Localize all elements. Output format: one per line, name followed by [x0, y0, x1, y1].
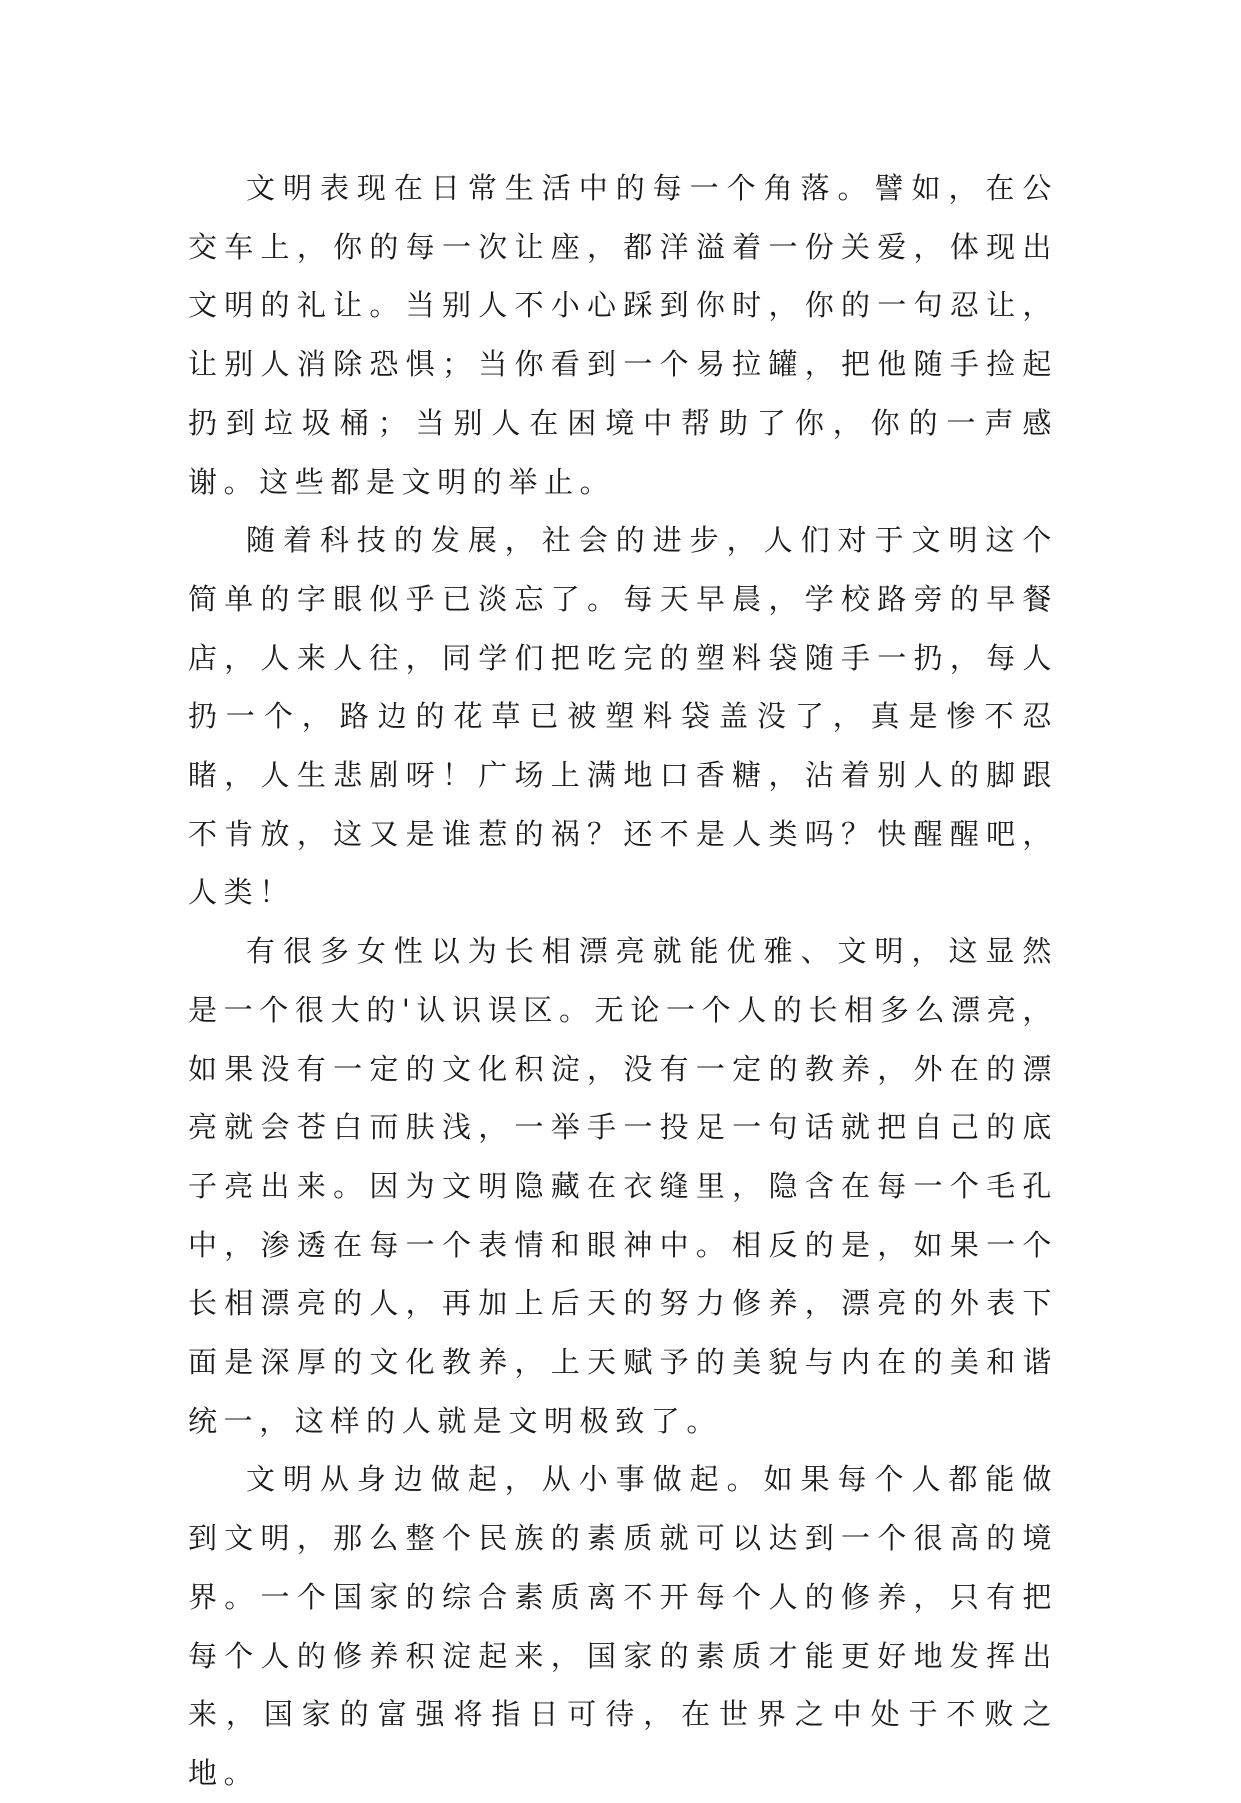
document-body	[188, 159, 1058, 1803]
paragraph-1: 文明表现在日常生活中的每一个角落。譬如，在公交车上，你的每一次让座，都洋溢着一份关爱，体现出文明的礼让。当别人不小心踩到你时，你的一句忍让，让别人消除恐惧；当你看到一个易拉罐，把他随手捡起扔到垃圾桶；当别人在困境中帮助了你，你的一声感谢。这些都是文明的举止。	[188, 171, 1058, 499]
paragraph-4: 文明从身边做起，从小事做起。如果每个人都能做到文明，那么整个民族的素质就可以达到一个很高的境界。一个国家的综合素质离不开每个人的修养，只有把每个人的修养积淀起来，国家的素质才能更好地发挥出来，国家的富强将指日可待，在世界之中处于不败之地。	[188, 1462, 1058, 1790]
paragraph-3: 有很多女性以为长相漂亮就能优雅、文明，这显然是一个很大的'认识误区。无论一个人的长相多么漂亮，如果没有一定的文化积淀，没有一定的教养，外在的漂亮就会苍白而肤浅，一举手一投足一句话就把自己的底子亮出来。因为文明隐藏在衣缝里，隐含在每一个毛孔中，渗透在每一个表情和眼神中。相反的是，如果一个长相漂亮的人，再加上后天的努力修养，漂亮的外表下面是深厚的文化教养，上天赋予的美貌与内在的美和谐统一，这样的人就是文明极致了。	[188, 934, 1058, 1438]
paragraph-2: 随着科技的发展，社会的进步，人们对于文明这个简单的字眼似乎已淡忘了。每天早晨，学校路旁的早餐店，人来人往，同学们把吃完的塑料袋随手一扔，每人扔一个，路边的花草已被塑料袋盖没了，真是惨不忍睹，人生悲剧呀！广场上满地口香糖，沾着别人的脚跟不肯放，这又是谁惹的祸？还不是人类吗？快醒醒吧，人类！	[188, 523, 1058, 910]
